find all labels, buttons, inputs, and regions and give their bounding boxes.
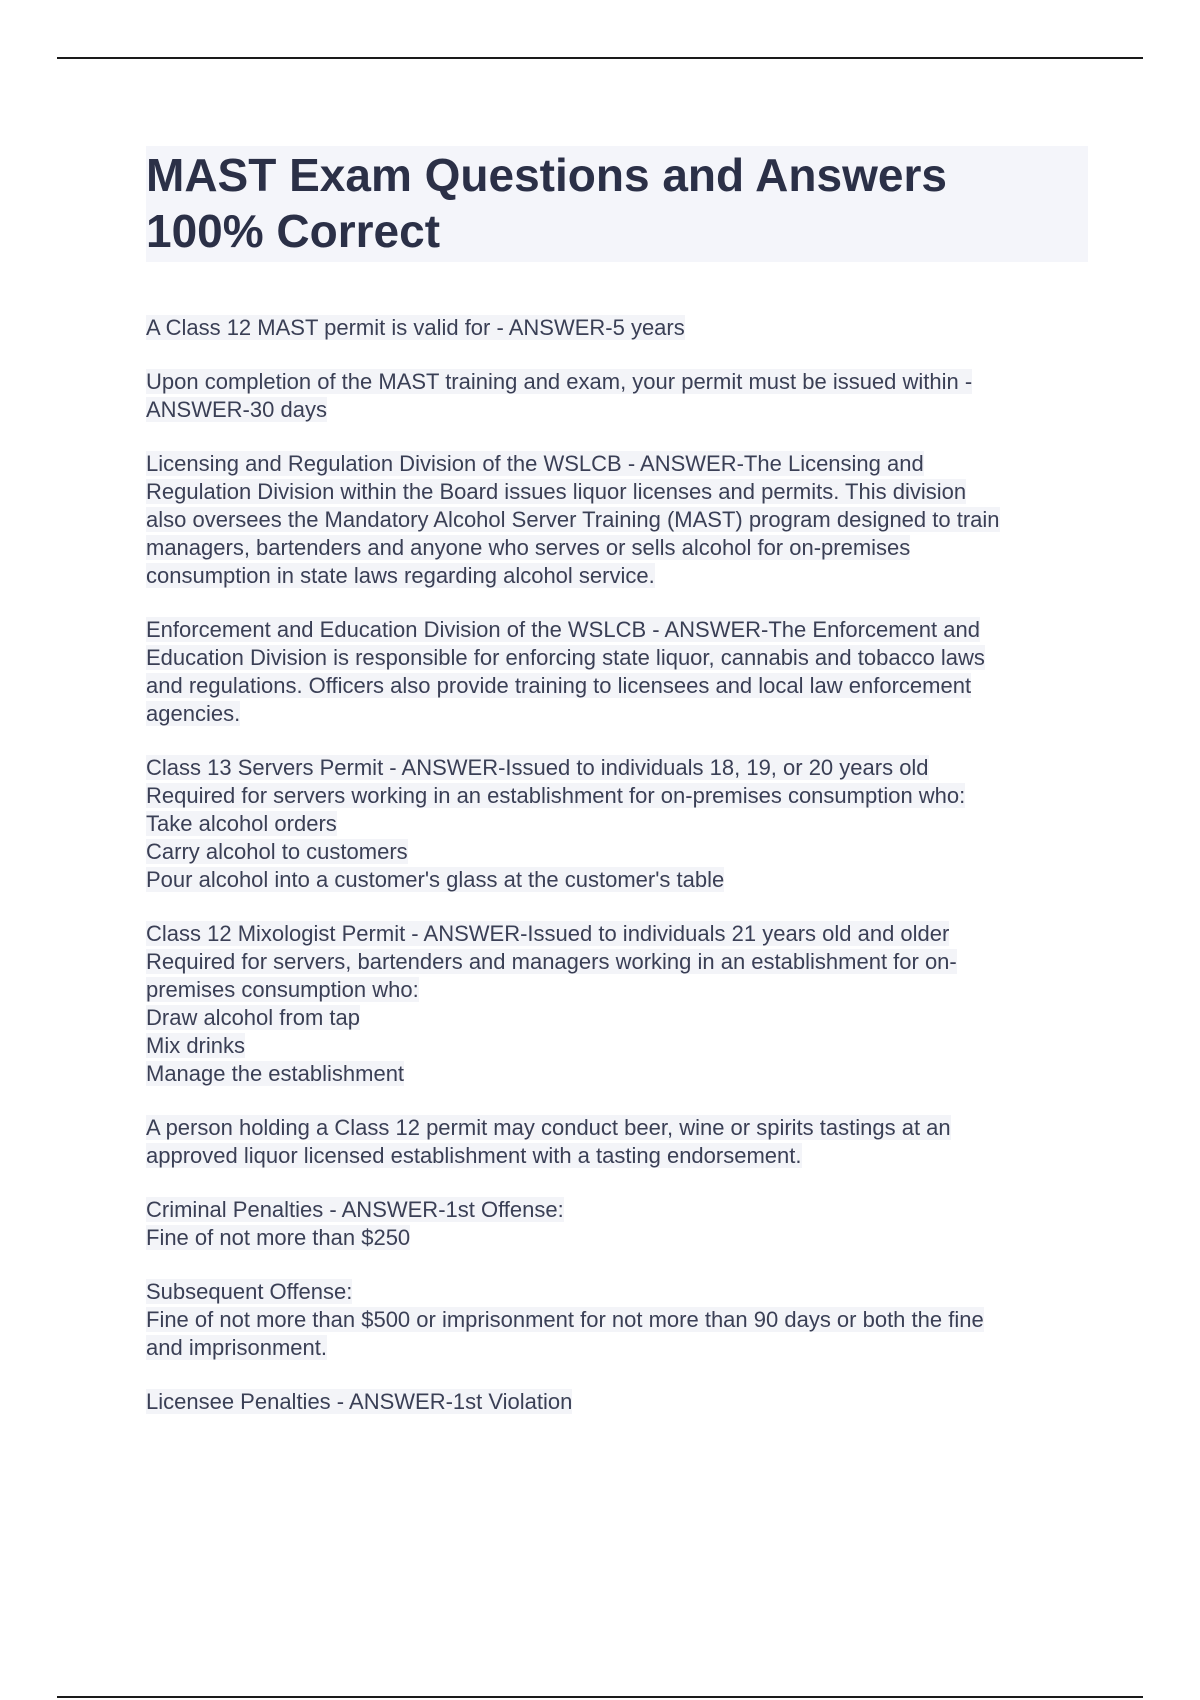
- qa-line: managers, bartenders and anyone who serves or sells alcohol for on-premises: [146, 535, 911, 560]
- qa-line: Subsequent Offense:: [146, 1279, 353, 1304]
- qa-line: Draw alcohol from tap: [146, 1005, 360, 1030]
- qa-line: Regulation Division within the Board issues liquor licenses and permits. This division: [146, 479, 967, 504]
- qa-entry: [146, 450, 1088, 590]
- qa-entry: [146, 1388, 1088, 1416]
- qa-entry: [146, 920, 1088, 1088]
- qa-line: consumption in state laws regarding alcohol service.: [146, 563, 655, 588]
- qa-line: A person holding a Class 12 permit may conduct beer, wine or spirits tastings at an: [146, 1115, 951, 1140]
- qa-line: also oversees the Mandatory Alcohol Server Training (MAST) program designed to train: [146, 507, 1000, 532]
- qa-entry: [146, 314, 1088, 342]
- qa-line: Carry alcohol to customers: [146, 839, 408, 864]
- qa-line: Fine of not more than $250: [146, 1225, 411, 1250]
- qa-entry: [146, 368, 1088, 424]
- qa-entry: [146, 1278, 1088, 1362]
- qa-line: and regulations. Officers also provide training to licensees and local law enforcement: [146, 673, 972, 698]
- qa-line: Take alcohol orders: [146, 811, 337, 836]
- title-line: MAST Exam Questions and Answers: [146, 149, 947, 201]
- qa-line: premises consumption who:: [146, 977, 419, 1002]
- qa-line: Licensee Penalties - ANSWER-1st Violation: [146, 1389, 573, 1414]
- qa-line: Upon completion of the MAST training and exam, your permit must be issued within -: [146, 369, 973, 394]
- document-body: [146, 146, 1088, 1442]
- qa-line: and imprisonment.: [146, 1335, 327, 1360]
- page-title: [146, 146, 1088, 260]
- qa-entry: [146, 1114, 1088, 1170]
- qa-entry: [146, 1196, 1088, 1252]
- qa-line: agencies.: [146, 701, 241, 726]
- qa-line: Manage the establishment: [146, 1061, 405, 1086]
- bottom-rule: [57, 1696, 1143, 1698]
- top-rule: [57, 57, 1143, 59]
- qa-line: Pour alcohol into a customer's glass at the customer's table: [146, 867, 725, 892]
- qa-line: Required for servers, bartenders and managers working in an establishment for on-: [146, 949, 957, 974]
- qa-line: approved liquor licensed establishment with a tasting endorsement.: [146, 1143, 802, 1168]
- qa-entry: [146, 754, 1088, 894]
- qa-line: ANSWER-30 days: [146, 397, 327, 422]
- qa-line: Required for servers working in an establishment for on-premises consumption who:: [146, 783, 966, 808]
- qa-line: Criminal Penalties - ANSWER-1st Offense:: [146, 1197, 564, 1222]
- qa-line: A Class 12 MAST permit is valid for - ANSWER-5 years: [146, 315, 685, 340]
- qa-line: Enforcement and Education Division of the WSLCB - ANSWER-The Enforcement and: [146, 617, 980, 642]
- qa-line: Class 13 Servers Permit - ANSWER-Issued to individuals 18, 19, or 20 years old: [146, 755, 929, 780]
- qa-line: Education Division is responsible for enforcing state liquor, cannabis and tobacco laws: [146, 645, 985, 670]
- qa-line: Licensing and Regulation Division of the WSLCB - ANSWER-The Licensing and: [146, 451, 924, 476]
- qa-line: Mix drinks: [146, 1033, 246, 1058]
- title-line: 100% Correct: [146, 205, 441, 257]
- qa-line: Class 12 Mixologist Permit - ANSWER-Issued to individuals 21 years old and older: [146, 921, 950, 946]
- title-block: [146, 146, 1088, 262]
- qa-line: Fine of not more than $500 or imprisonment for not more than 90 days or both the fine: [146, 1307, 984, 1332]
- qa-entry: [146, 616, 1088, 728]
